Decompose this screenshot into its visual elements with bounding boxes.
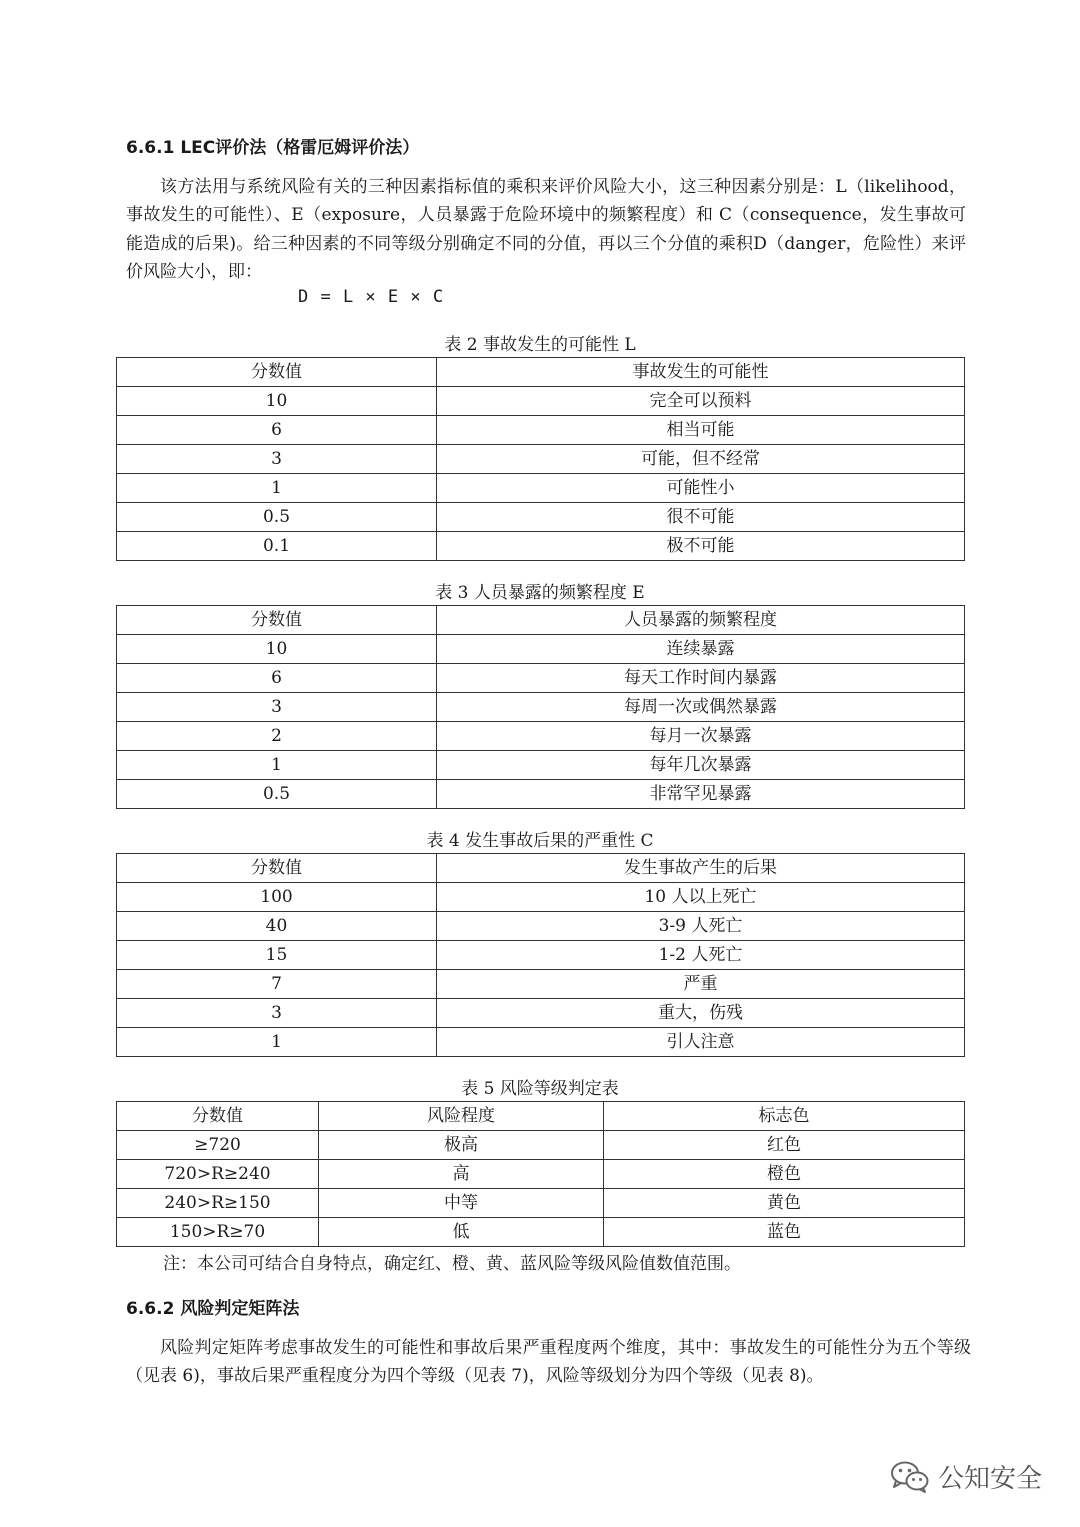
table-row <box>117 532 965 561</box>
table-row <box>117 445 965 474</box>
score-cell: 3 <box>117 445 437 474</box>
watermark-text: 公知安全 <box>938 1464 1043 1494</box>
table-row <box>117 912 965 941</box>
table-header-row <box>117 358 965 387</box>
description-cell: 3-9 人死亡 <box>437 912 965 941</box>
table-2 <box>116 357 965 561</box>
column-header: 人员暴露的频繁程度 <box>437 606 965 635</box>
table-5-caption: 表 5 风险等级判定表 <box>461 1079 619 1099</box>
score-cell: 1 <box>117 1028 437 1057</box>
column-header: 分数值 <box>117 606 437 635</box>
table-2-caption: 表 2 事故发生的可能性 L <box>444 335 636 355</box>
score-range-cell: 150>R≥70 <box>117 1218 319 1247</box>
score-cell: 0.5 <box>117 503 437 532</box>
table-row <box>117 999 965 1028</box>
column-header: 分数值 <box>117 854 437 883</box>
color-cell: 蓝色 <box>604 1218 965 1247</box>
table-3 <box>116 605 965 809</box>
description-cell: 重大，伤残 <box>437 999 965 1028</box>
description-cell: 极不可能 <box>437 532 965 561</box>
description-cell: 连续暴露 <box>437 635 965 664</box>
table-row <box>117 387 965 416</box>
color-cell: 橙色 <box>604 1160 965 1189</box>
section-paragraph-matrix: 风险判定矩阵考虑事故发生的可能性和事故后果严重程度两个维度，其中：事故发生的可能性分为五个等级（见表 6)，事故后果严重程度分为四个等级（见表 7)，风险等级划分为四个等级（见表 8)。 <box>126 1338 971 1387</box>
table-row <box>117 751 965 780</box>
description-cell: 每天工作时间内暴露 <box>437 664 965 693</box>
table-row <box>117 941 965 970</box>
section-paragraph-lec: 该方法用与系统风险有关的三种因素指标值的乘积来评价风险大小，这三种因素分别是：L（likelihood，事故发生的可能性）、E（exposure，人员暴露于危险环境中的频繁程度）和 C（consequence，发生事故可能造成的后果)。给三种因素的不同等级分别确定不同的分值，再以三个分值的乘积D（danger，危险性）来评价风险大小，即： <box>126 177 966 282</box>
section-heading-matrix: 6.6.2 风险判定矩阵法 <box>126 1299 300 1319</box>
table-row <box>117 474 965 503</box>
table-row <box>117 635 965 664</box>
description-cell: 每年几次暴露 <box>437 751 965 780</box>
score-cell: 3 <box>117 999 437 1028</box>
score-cell: 7 <box>117 970 437 999</box>
table-row <box>117 883 965 912</box>
table-4 <box>116 853 965 1057</box>
description-cell: 相当可能 <box>437 416 965 445</box>
description-cell: 每月一次暴露 <box>437 722 965 751</box>
wechat-icon <box>890 1460 930 1494</box>
score-cell: 0.5 <box>117 780 437 809</box>
risk-level-cell: 极高 <box>319 1131 604 1160</box>
score-cell: 1 <box>117 474 437 503</box>
description-cell: 可能性小 <box>437 474 965 503</box>
description-cell: 10 人以上死亡 <box>437 883 965 912</box>
table-row <box>117 664 965 693</box>
table-row <box>117 503 965 532</box>
description-cell: 完全可以预料 <box>437 387 965 416</box>
description-cell: 非常罕见暴露 <box>437 780 965 809</box>
risk-level-cell: 高 <box>319 1160 604 1189</box>
risk-level-cell: 低 <box>319 1218 604 1247</box>
color-cell: 黄色 <box>604 1189 965 1218</box>
table-header-row <box>117 854 965 883</box>
risk-level-cell: 中等 <box>319 1189 604 1218</box>
score-cell: 3 <box>117 693 437 722</box>
table-header-row <box>117 1102 965 1131</box>
description-cell: 严重 <box>437 970 965 999</box>
score-cell: 40 <box>117 912 437 941</box>
table-4-caption: 表 4 发生事故后果的严重性 C <box>426 831 654 851</box>
table-row <box>117 693 965 722</box>
description-cell: 引人注意 <box>437 1028 965 1057</box>
formula: D = L × E × C <box>298 287 445 307</box>
table-5 <box>116 1101 965 1247</box>
score-cell: 15 <box>117 941 437 970</box>
score-cell: 6 <box>117 416 437 445</box>
table-row <box>117 1131 965 1160</box>
score-cell: 1 <box>117 751 437 780</box>
column-header: 风险程度 <box>319 1102 604 1131</box>
column-header: 分数值 <box>117 1102 319 1131</box>
watermark <box>890 1458 1042 1495</box>
table-row <box>117 780 965 809</box>
column-header: 分数值 <box>117 358 437 387</box>
description-cell: 可能，但不经常 <box>437 445 965 474</box>
table-row <box>117 970 965 999</box>
table-row <box>117 1189 965 1218</box>
column-header: 事故发生的可能性 <box>437 358 965 387</box>
score-cell: 2 <box>117 722 437 751</box>
score-range-cell: 240>R≥150 <box>117 1189 319 1218</box>
description-cell: 很不可能 <box>437 503 965 532</box>
description-cell: 1-2 人死亡 <box>437 941 965 970</box>
column-header: 发生事故产生的后果 <box>437 854 965 883</box>
section-heading-lec: 6.6.1 LEC评价法（格雷厄姆评价法） <box>126 138 420 158</box>
score-cell: 10 <box>117 387 437 416</box>
color-cell: 红色 <box>604 1131 965 1160</box>
table-3-caption: 表 3 人员暴露的频繁程度 E <box>435 583 645 603</box>
score-cell: 6 <box>117 664 437 693</box>
score-cell: 0.1 <box>117 532 437 561</box>
table-5-note: 注：本公司可结合自身特点，确定红、橙、黄、蓝风险等级风险值数值范围。 <box>163 1254 741 1274</box>
score-cell: 100 <box>117 883 437 912</box>
description-cell: 每周一次或偶然暴露 <box>437 693 965 722</box>
score-range-cell: ≥720 <box>117 1131 319 1160</box>
score-cell: 10 <box>117 635 437 664</box>
table-row <box>117 722 965 751</box>
score-range-cell: 720>R≥240 <box>117 1160 319 1189</box>
table-header-row <box>117 606 965 635</box>
table-row <box>117 416 965 445</box>
table-row <box>117 1160 965 1189</box>
table-row <box>117 1218 965 1247</box>
column-header: 标志色 <box>604 1102 965 1131</box>
table-row <box>117 1028 965 1057</box>
